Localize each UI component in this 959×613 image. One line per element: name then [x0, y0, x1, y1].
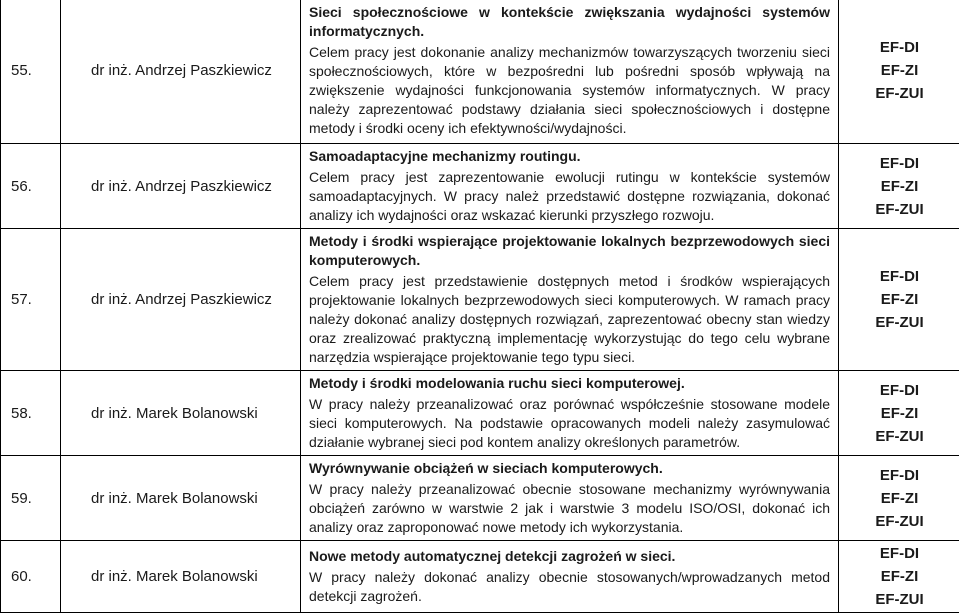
topic-title: Nowe metody automatycznej detekcji zagrożeń w sieci. [309, 547, 830, 566]
topic-description: Celem pracy jest zaprezentowanie ewolucji rutingu w kontekście systemów samoadaptacyjnych. W pracy należ przedstawić dostępne rozwiązania, dokonać analizy ich wydajności oraz wskazać kierunki przyszłego rozwoju. [309, 168, 830, 225]
topic-cell [301, 0, 839, 144]
topic-title: Wyrównywanie obciążeń w sieciach komputerowych. [309, 459, 830, 478]
topic-description: W pracy należy przeanalizować obecnie stosowane mechanizmy wyrównywania obciążeń zarówno w warstwie 2 jak i warstwie 3 modelu ISO/OSI, dokonać ich analizy oraz zaproponować nowe metody ich wykorzystania. [309, 480, 830, 537]
topic-cell [301, 541, 839, 613]
track-code: EF-ZI [839, 175, 959, 198]
table-row [1, 144, 959, 229]
table-row [1, 229, 959, 371]
track-code: EF-DI [839, 464, 959, 487]
track-code: EF-ZI [839, 288, 959, 311]
track-code: EF-ZUI [839, 311, 959, 334]
tracks-cell [839, 0, 959, 144]
track-code: EF-ZUI [839, 510, 959, 533]
track-code: EF-DI [839, 152, 959, 175]
topic-description: Celem pracy jest przedstawienie dostępnych metod i środków wspierających projektowanie lokalnych bezprzewodowych sieci komputerowych. W ramach pracy należy dokonać analizy dostępnych rozwiązań, zaprezentować obecny stan wiedzy oraz zrealizować praktyczną implementację wykorzystując do tego celu wybrane narzędzia wspierające projektowanie tego typu sieci. [309, 272, 830, 367]
row-number: 57. [1, 229, 61, 371]
tracks-cell [839, 456, 959, 541]
track-code: EF-ZI [839, 402, 959, 425]
topic-title: Sieci społecznościowe w kontekście zwiększania wydajności systemów informatycznych. [309, 3, 830, 41]
tracks-cell [839, 541, 959, 613]
row-number: 58. [1, 371, 61, 456]
topic-cell [301, 456, 839, 541]
tracks-cell [839, 229, 959, 371]
table-row [1, 371, 959, 456]
supervisor-name: dr inż. Andrzej Paszkiewicz [61, 229, 301, 371]
table-row [1, 0, 959, 144]
topic-description: W pracy należy przeanalizować oraz porównać współcześnie stosowane modele sieci komputerowych. Na podstawie opracowanych modeli należy zasymulować działanie wybranej sieci pod kontem analizy określonych parametrów. [309, 395, 830, 452]
table-row [1, 541, 959, 613]
track-code: EF-ZUI [839, 82, 959, 105]
topic-title: Metody i środki modelowania ruchu sieci komputerowej. [309, 374, 830, 393]
row-number: 56. [1, 144, 61, 229]
tracks-cell [839, 371, 959, 456]
supervisor-name: dr inż. Marek Bolanowski [61, 541, 301, 613]
track-code: EF-ZUI [839, 198, 959, 221]
tracks-cell [839, 144, 959, 229]
topic-title: Metody i środki wspierające projektowanie lokalnych bezprzewodowych sieci komputerowych. [309, 232, 830, 270]
track-code: EF-DI [839, 36, 959, 59]
row-number: 59. [1, 456, 61, 541]
track-code: EF-ZI [839, 565, 959, 588]
track-code: EF-DI [839, 265, 959, 288]
supervisor-name: dr inż. Marek Bolanowski [61, 456, 301, 541]
topic-title: Samoadaptacyjne mechanizmy routingu. [309, 147, 830, 166]
topic-cell [301, 144, 839, 229]
track-code: EF-ZI [839, 59, 959, 82]
track-code: EF-DI [839, 379, 959, 402]
row-number: 60. [1, 541, 61, 613]
supervisor-name: dr inż. Andrzej Paszkiewicz [61, 144, 301, 229]
row-number: 55. [1, 0, 61, 144]
topic-cell [301, 371, 839, 456]
topic-description: W pracy należy dokonać analizy obecnie stosowanych/wprowadzanych metod detekcji zagrożeń. [309, 568, 830, 606]
track-code: EF-ZUI [839, 588, 959, 611]
supervisor-name: dr inż. Andrzej Paszkiewicz [61, 0, 301, 144]
track-code: EF-DI [839, 542, 959, 565]
track-code: EF-ZUI [839, 425, 959, 448]
topic-cell [301, 229, 839, 371]
supervisor-name: dr inż. Marek Bolanowski [61, 371, 301, 456]
table-row [1, 456, 959, 541]
table-body [1, 0, 959, 613]
track-code: EF-ZI [839, 487, 959, 510]
topic-description: Celem pracy jest dokonanie analizy mechanizmów towarzyszących tworzeniu sieci społecznościowych, które w bezpośredni lub pośredni sposób wpływają na zwiększenie wydajności funkcjonowania systemów informatycznych. W pracy należy zaprezentować podstawy działania sieci społecznościowych i dostępne metody i środki oceny ich efektywności/wydajności. [309, 43, 830, 138]
